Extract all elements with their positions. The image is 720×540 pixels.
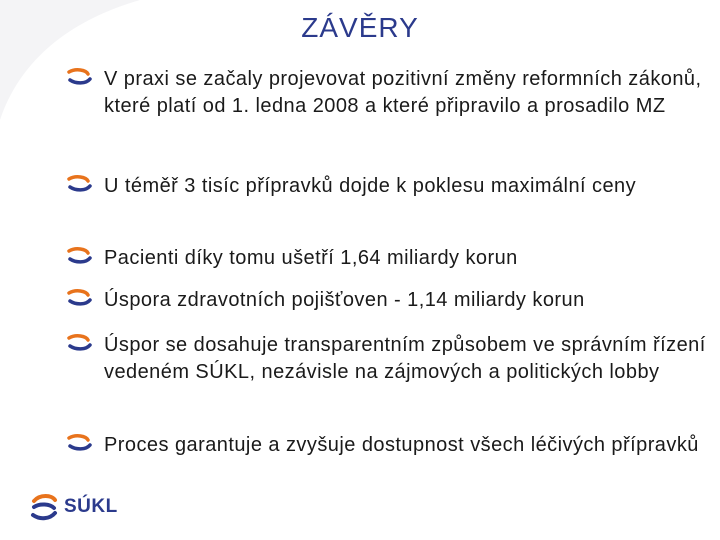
list-item (66, 173, 636, 200)
bullet-text: Úspor se dosahuje transparentním způsobem ve správním řízení vedeném SÚKL, nezávisle na zájmových a politických lobby (104, 334, 706, 383)
swoosh-icon (66, 334, 92, 352)
swoosh-icon (66, 175, 92, 193)
list-item (66, 287, 585, 314)
list-item (66, 245, 518, 272)
swoosh-icon (66, 247, 92, 265)
list-item (66, 332, 706, 386)
swoosh-icon (66, 434, 92, 452)
bullet-text: Proces garantuje a zvyšuje dostupnost všech léčivých přípravků (104, 434, 699, 456)
bullet-text: Úspora zdravotních pojišťoven - 1,14 miliardy korun (104, 289, 585, 311)
logo-text: SÚKL (64, 496, 118, 517)
bullet-text: U téměř 3 tisíc přípravků dojde k poklesu maximální ceny (104, 175, 637, 197)
list-item (66, 432, 699, 459)
list-item (66, 66, 706, 120)
sukl-logo-icon (28, 491, 60, 523)
swoosh-icon (66, 68, 92, 86)
swoosh-icon (66, 289, 92, 307)
sukl-logo (28, 490, 118, 524)
slide-title: ZÁVĚRY (301, 12, 419, 43)
bullet-text: V praxi se začaly projevovat pozitivní změny reformních zákonů, které platí od 1. ledna 2008 a které připravilo a prosadilo MZ (104, 68, 702, 117)
bullet-text: Pacienti díky tomu ušetří 1,64 miliardy korun (104, 247, 518, 269)
